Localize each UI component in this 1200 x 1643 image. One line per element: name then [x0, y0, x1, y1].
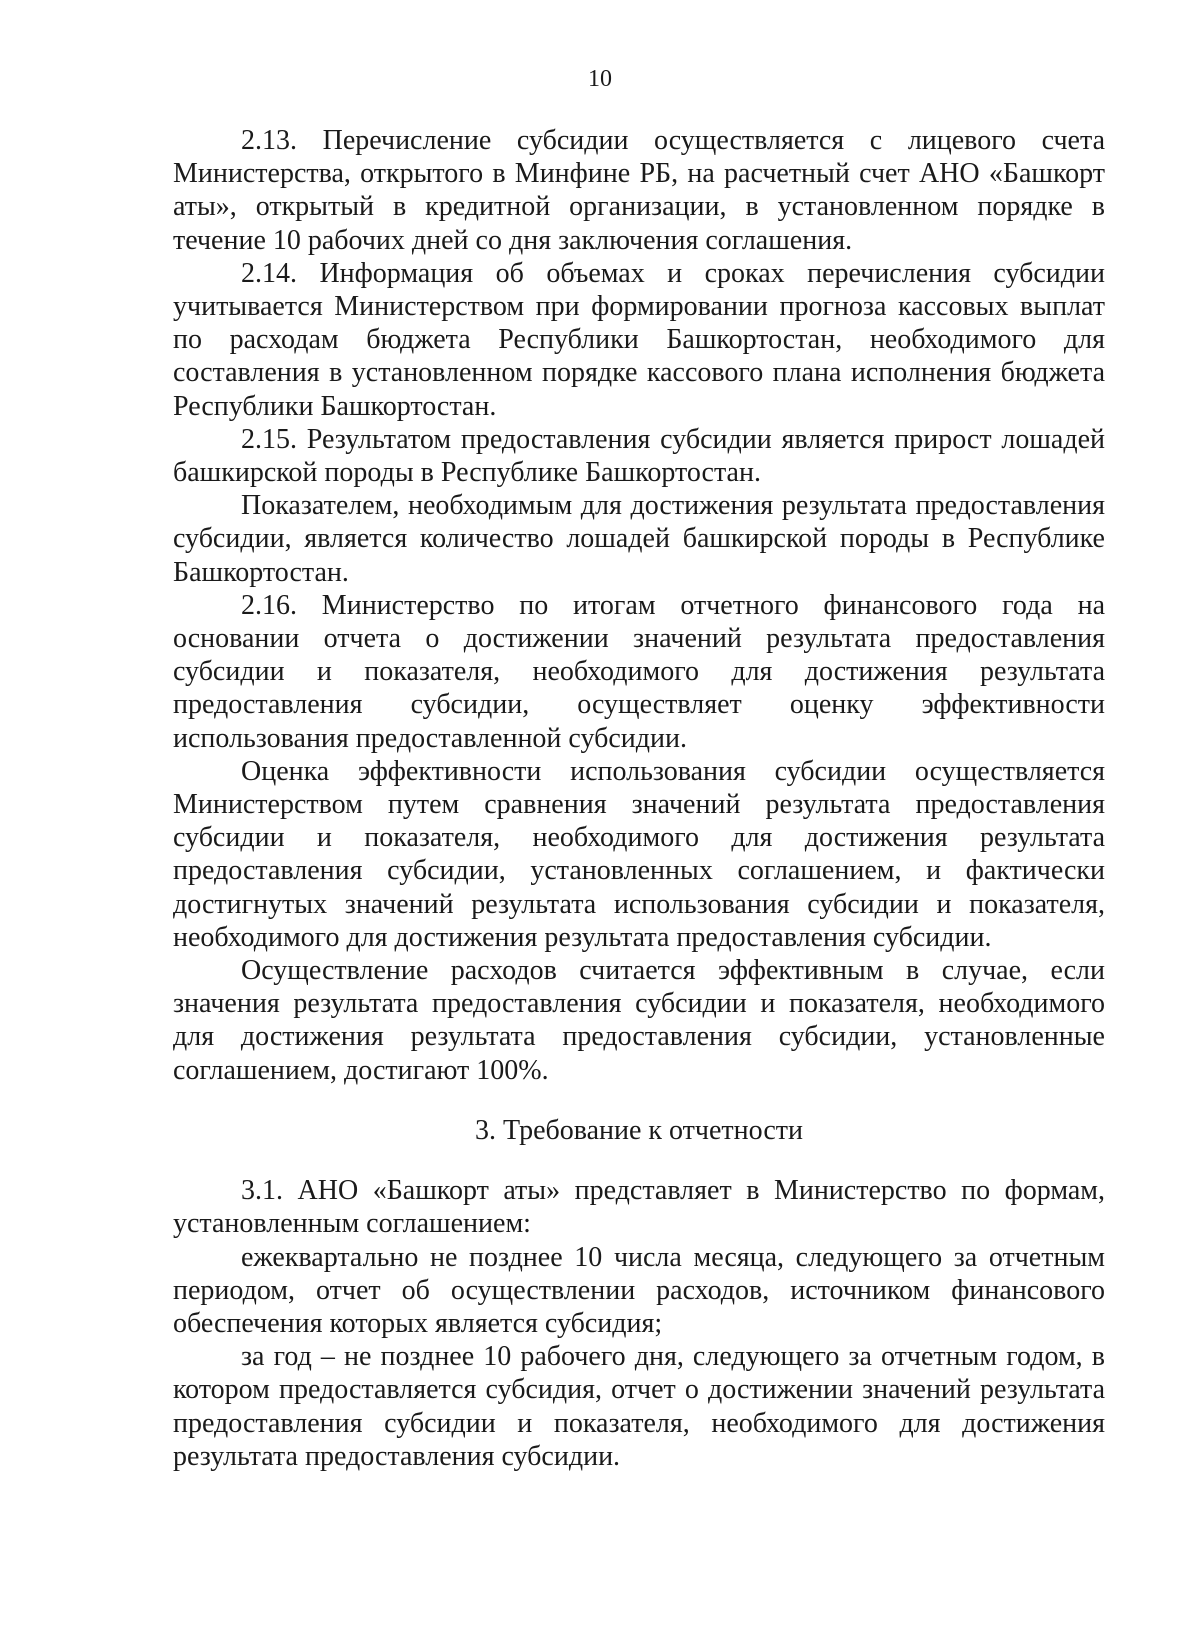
section-3-heading: 3. Требование к отчетности: [475, 1114, 803, 1146]
paragraph-efficiency-assessment: Оценка эффективности использования субсидии осуществляется Министерством путем сравнения значений результата предоставления субсидии и показателя, необходимого для достижения результата предоставления субсидии, установленных соглашением, и фактически достигнутых значений результата использования субсидии и показателя, необходимого для достижения результата предоставления субсидии.: [173, 755, 1105, 953]
page-number: 10: [588, 66, 612, 92]
paragraph-efficiency-criteria: Осуществление расходов считается эффективным в случае, если значения результата предоставления субсидии и показателя, необходимого для достижения результата предоставления субсидии, установленные соглашением, достигают 100%.: [173, 955, 1105, 1086]
paragraph-2-16: 2.16. Министерство по итогам отчетного финансового года на основании отчета о достижении значений результата предоставления субсидии и показателя, необходимого для достижения результата предоставления субсидии, осуществляет оценку эффективности использования предоставленной субсидии.: [173, 589, 1105, 754]
paragraph-quarterly-report: ежеквартально не позднее 10 числа месяца, следующего за отчетным периодом, отчет об осуществлении расходов, источником финансового обеспечения которых является субсидия;: [173, 1241, 1105, 1339]
paragraph-annual-report: за год – не позднее 10 рабочего дня, следующего за отчетным годом, в котором предоставляется субсидия, отчет о достижении значений результата предоставления субсидии и показателя, необходимого для достижения результата предоставления субсидии.: [173, 1341, 1105, 1472]
paragraph-2-15: 2.15. Результатом предоставления субсидии является прирост лошадей башкирской породы в Республике Башкортостан.: [173, 423, 1105, 489]
paragraph-2-13: 2.13. Перечисление субсидии осуществляется с лицевого счета Министерства, открытого в Минфине РБ, на расчетный счет АНО «Башкорт аты», открытый в кредитной организации, в установленном порядке в течение 10 рабочих дней со дня заключения соглашения.: [173, 125, 1105, 256]
document-body: [173, 124, 1105, 1473]
paragraph-indicator: Показателем, необходимым для достижения результата предоставления субсидии, является количество лошадей башкирской породы в Республике Башкортостан.: [173, 490, 1105, 588]
paragraph-2-14: 2.14. Информация об объемах и сроках перечисления субсидии учитывается Министерством при формировании прогноза кассовых выплат по расходам бюджета Республики Башкортостан, необходимого для составления в установленном порядке кассового плана исполнения бюджета Республики Башкортостан.: [173, 257, 1105, 422]
paragraph-3-1: 3.1. АНО «Башкорт аты» представляет в Министерство по формам, установленным соглашением:: [173, 1175, 1105, 1240]
